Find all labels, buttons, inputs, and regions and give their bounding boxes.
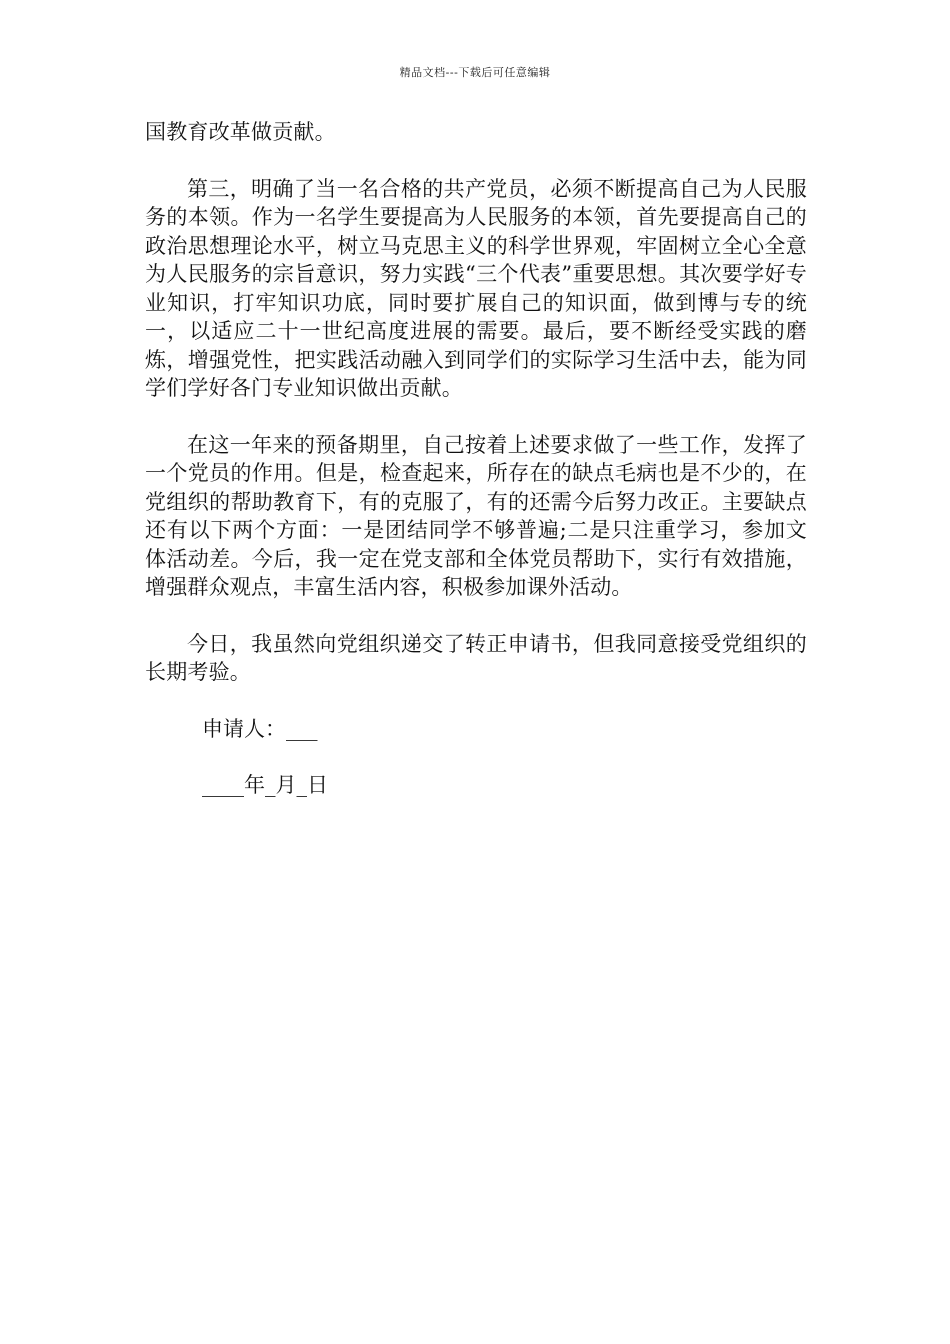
paragraph-gap (145, 602, 807, 630)
document-body (145, 118, 807, 800)
paragraph-probation-review: 在这一年来的预备期里，自己按着上述要求做了一些工作，发挥了一个党员的作用。但是，检查起来，所存在的缺点毛病也是不少的，在党组织的帮助教育下，有的克服了，有的还需今后努力改正。主要缺点还有以下两个方面：一是团结同学不够普遍;二是只注重学习，参加文体活动差。今后，我一定在党支部和全体党员帮助下，实行有效措施，增强群众观点，丰富生活内容，积极参加课外活动。 (145, 432, 807, 599)
paragraph-third-point: 第三，明确了当一名合格的共产党员，必须不断提高自己为人民服务的本领。作为一名学生要提高为人民服务的本领，首先要提高自己的政治思想理论水平，树立马克思主义的科学世界观，牢固树立全心全意为人民服务的宗旨意识，努力实践“三个代表”重要思想。其次要学好专业知识，打牢知识功底，同时要扩展自己的知识面，做到博与专的统一，以适应二十一世纪高度进展的需要。最后，要不断经受实践的磨炼，增强党性，把实践活动融入到同学们的实际学习生活中去，能为同学们学好各门专业知识做出贡献。 (145, 176, 807, 400)
paragraph-gap (145, 743, 807, 771)
paragraph-gap (145, 687, 807, 715)
page-header: 精品文档---下载后可任意编辑 (399, 66, 551, 79)
signature-applicant: 申请人：___ (202, 716, 318, 741)
paragraph-closing: 今日，我虽然向党组织递交了转正申请书，但我同意接受党组织的长期考验。 (145, 631, 807, 684)
paragraph-continuation: 国教育改革做贡献。 (145, 120, 336, 144)
signature-date: ____年_月_日 (202, 773, 328, 797)
paragraph-gap (145, 403, 807, 431)
paragraph-gap (145, 147, 807, 175)
